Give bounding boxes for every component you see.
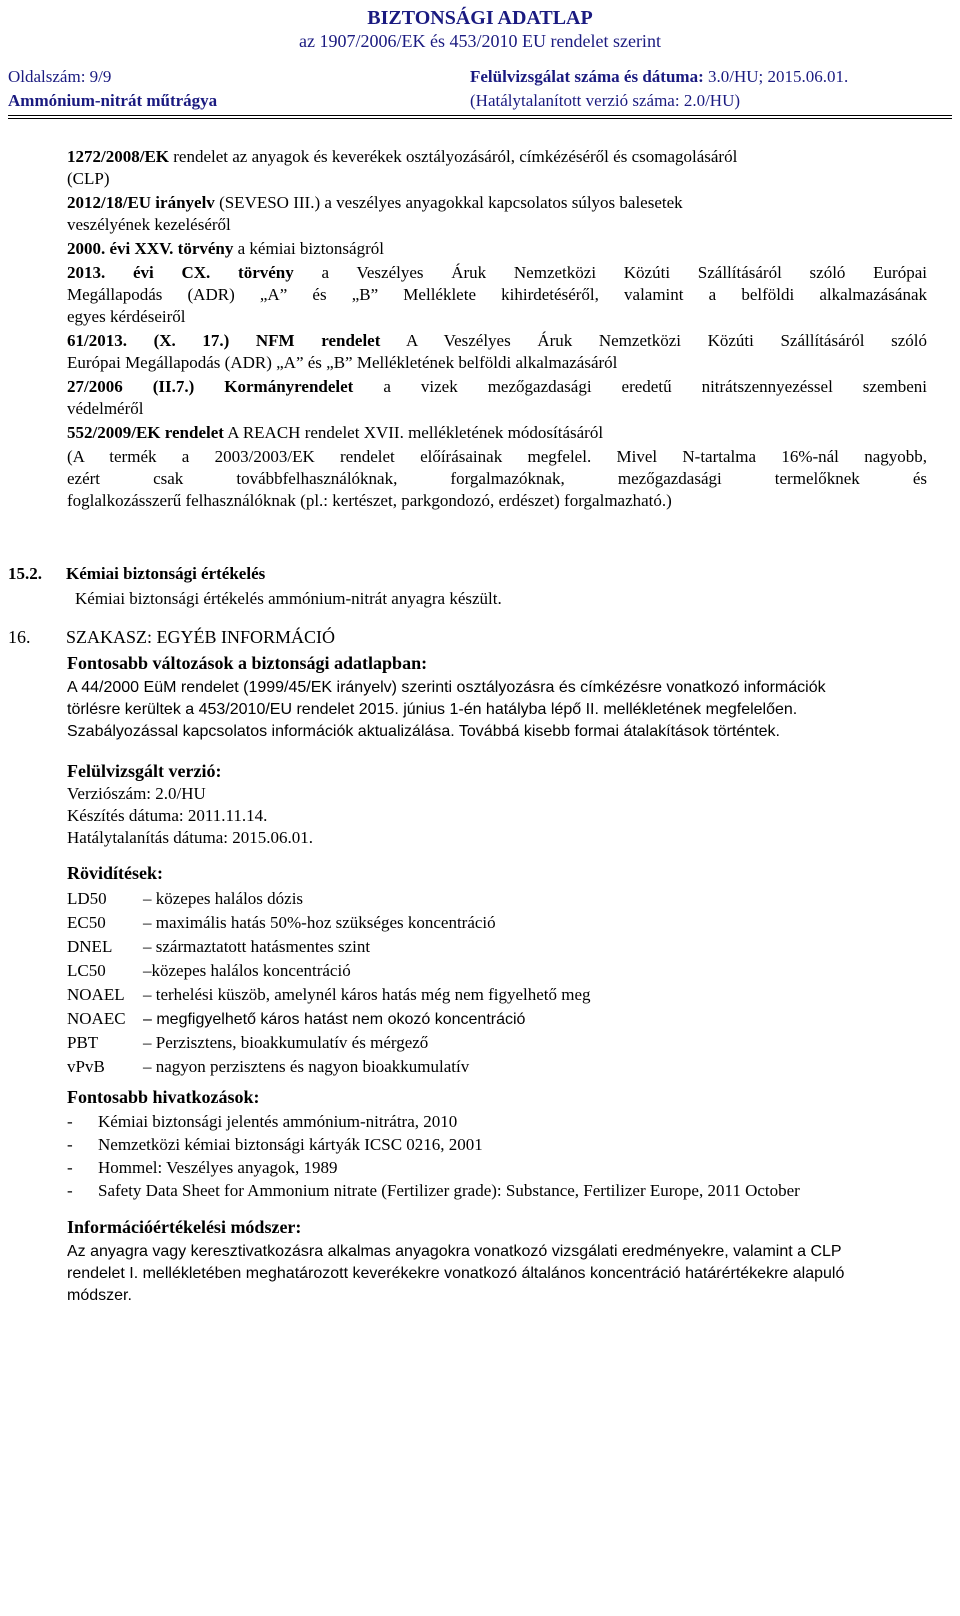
header-divider-2 bbox=[8, 118, 952, 119]
regulation-note: ezért csak továbbfelhasználóknak, forgalmazóknak, mezőgazdasági termelőknek és bbox=[67, 469, 927, 488]
revised-version-block bbox=[67, 760, 927, 849]
evaluation-method-block bbox=[67, 1216, 927, 1307]
product-name: Ammónium-nitrát műtrágya bbox=[8, 91, 218, 110]
obsolete-version: (Hatálytalanított verzió száma: 2.0/HU) bbox=[470, 91, 741, 110]
references-title bbox=[67, 1086, 927, 1108]
version-number: Verziószám: 2.0/HU bbox=[67, 784, 206, 803]
revision-info bbox=[470, 66, 848, 88]
section-title: Kémiai biztonsági értékelés bbox=[66, 564, 266, 583]
page-number: Oldalszám: 9/9 bbox=[8, 67, 112, 86]
regulation-item: 61/2013. (X. 17.) NFM rendelet A Veszélyes Áruk Nemzetközi Közúti Szállításáról szóló bbox=[67, 331, 927, 350]
document-subtitle: az 1907/2006/EK és 453/2010 EU rendelet szerint bbox=[299, 31, 661, 51]
regulation-item: 552/2009/EK rendelet A REACH rendelet XVII. mellékletének módosításáról bbox=[67, 423, 604, 442]
regulation-note: (A termék a 2003/2003/EK rendelet előírásainak megfelel. Mivel N-tartalma 16%-nál nagyobb, bbox=[67, 447, 927, 466]
evaluation-method-text: módszer. bbox=[67, 1287, 132, 1304]
changes-text: A 44/2000 EüM rendelet (1999/45/EK irányelv) szerinti osztályozásra és címkézésre vonatkozó információk bbox=[67, 679, 826, 696]
references-heading: Fontosabb hivatkozások: bbox=[67, 1087, 260, 1107]
regulation-item: 2000. évi XXV. törvény a kémiai biztonságról bbox=[67, 239, 384, 258]
evaluation-method-title: Információértékelési módszer: bbox=[67, 1217, 302, 1237]
abbreviation-row: NOAEC – megfigyelhető káros hatást nem okozó koncentráció bbox=[67, 1009, 526, 1028]
abbreviation-row: DNEL – származtatott hatásmentes szint bbox=[67, 937, 371, 956]
reference-item: - Safety Data Sheet for Ammonium nitrate (Fertilizer grade): Substance, Fertilizer Europe, 2011 October bbox=[67, 1181, 800, 1200]
section-15-2-heading bbox=[8, 563, 265, 585]
reference-item: - Hommel: Veszélyes anyagok, 1989 bbox=[67, 1158, 338, 1177]
regulation-item-cont: egyes kérdéseiről bbox=[67, 307, 186, 326]
changes-block bbox=[67, 652, 927, 743]
abbreviation-row: LD50 – közepes halálos dózis bbox=[67, 889, 304, 908]
abbreviation-row: NOAEL – terhelési küszöb, amelynél káros hatás még nem figyelhető meg bbox=[67, 985, 591, 1004]
regulation-item: 2013. évi CX. törvény a Veszélyes Áruk Nemzetközi Közúti Szállításáról szóló Európai bbox=[67, 263, 927, 282]
changes-title: Fontosabb változások a biztonsági adatlapban: bbox=[67, 653, 428, 673]
section-number: 15.2. bbox=[8, 564, 42, 583]
evaluation-method-text: rendelet I. mellékletében meghatározott keverékekre vonatkozó általános koncentráció határértékekre alapuló bbox=[67, 1265, 845, 1282]
regulation-item-cont: Megállapodás (ADR) „A” és „B” Melléklete kihirdetéséről, valamint a belföldi alkalmazásának bbox=[67, 285, 927, 304]
regulation-item: 2012/18/EU irányelv (SEVESO III.) a veszélyes anyagokkal kapcsolatos súlyos balesetek bbox=[67, 193, 683, 212]
creation-date: Készítés dátuma: 2011.11.14. bbox=[67, 806, 268, 825]
references-list bbox=[67, 1111, 800, 1203]
regulation-item-cont: (CLP) bbox=[67, 169, 110, 188]
regulation-item-cont: védelméről bbox=[67, 399, 144, 418]
section-number: 16. bbox=[8, 627, 31, 647]
abbreviations-title bbox=[67, 862, 927, 884]
abbreviations-heading: Rövidítések: bbox=[67, 863, 163, 883]
regulation-item-cont: veszélyének kezeléséről bbox=[67, 215, 231, 234]
section-15-2-text: Kémiai biztonsági értékelés ammónium-nitrát anyagra készült. bbox=[75, 589, 502, 608]
abbreviation-row: vPvB – nagyon perzisztens és nagyon bioakkumulatív bbox=[67, 1057, 470, 1076]
abbreviation-row: LC50 –közepes halálos koncentráció bbox=[67, 961, 351, 980]
regulation-item: 1272/2008/EK rendelet az anyagok és keverékek osztályozásáról, címkézéséről és csomagolásáról bbox=[67, 147, 738, 166]
regulation-item-cont: Európai Megállapodás (ADR) „A” és „B” Mellékletének belföldi alkalmazásáról bbox=[67, 353, 618, 372]
revision-label: Felülvizsgálat száma és dátuma: bbox=[470, 67, 704, 86]
header-divider bbox=[8, 115, 952, 116]
reference-item: - Kémiai biztonsági jelentés ammónium-nitrátra, 2010 bbox=[67, 1112, 458, 1131]
reference-item: - Nemzetközi kémiai biztonsági kártyák ICSC 0216, 2001 bbox=[67, 1135, 483, 1154]
changes-text: törlésre kerültek a 453/2010/EU rendelet 2015. június 1-én hatályba lépő II. mellékletének megfelelően. bbox=[67, 701, 798, 718]
abbreviation-row: PBT – Perzisztens, bioakkumulatív és mérgező bbox=[67, 1033, 429, 1052]
revised-version-title: Felülvizsgált verzió: bbox=[67, 761, 222, 781]
abbreviation-row: EC50 – maximális hatás 50%-hoz szükséges koncentráció bbox=[67, 913, 496, 932]
section-title: SZAKASZ: EGYÉB INFORMÁCIÓ bbox=[66, 627, 336, 647]
changes-text: Szabályozással kapcsolatos információk aktualizálása. Továbbá kisebb formai átalakítások történtek. bbox=[67, 723, 780, 740]
repeal-date: Hatálytalanítás dátuma: 2015.06.01. bbox=[67, 828, 313, 847]
document-title: BIZTONSÁGI ADATLAP bbox=[367, 7, 593, 29]
revision-value: 3.0/HU; 2015.06.01. bbox=[707, 67, 849, 86]
regulations-list bbox=[67, 146, 927, 512]
section-16-heading bbox=[8, 626, 335, 648]
abbreviations-list bbox=[67, 888, 591, 1080]
regulation-note: foglalkozásszerű felhasználóknak (pl.: kertészet, parkgondozó, erdészet) forgalmazható.) bbox=[67, 491, 672, 510]
evaluation-method-text: Az anyagra vagy keresztivatkozásra alkalmas anyagokra vonatkozó vizsgálati eredményekre, valamint a CLP bbox=[67, 1243, 842, 1260]
regulation-item: 27/2006 (II.7.) Kormányrendelet a vizek mezőgazdasági eredetű nitrátszennyezéssel szembeni bbox=[67, 377, 927, 396]
